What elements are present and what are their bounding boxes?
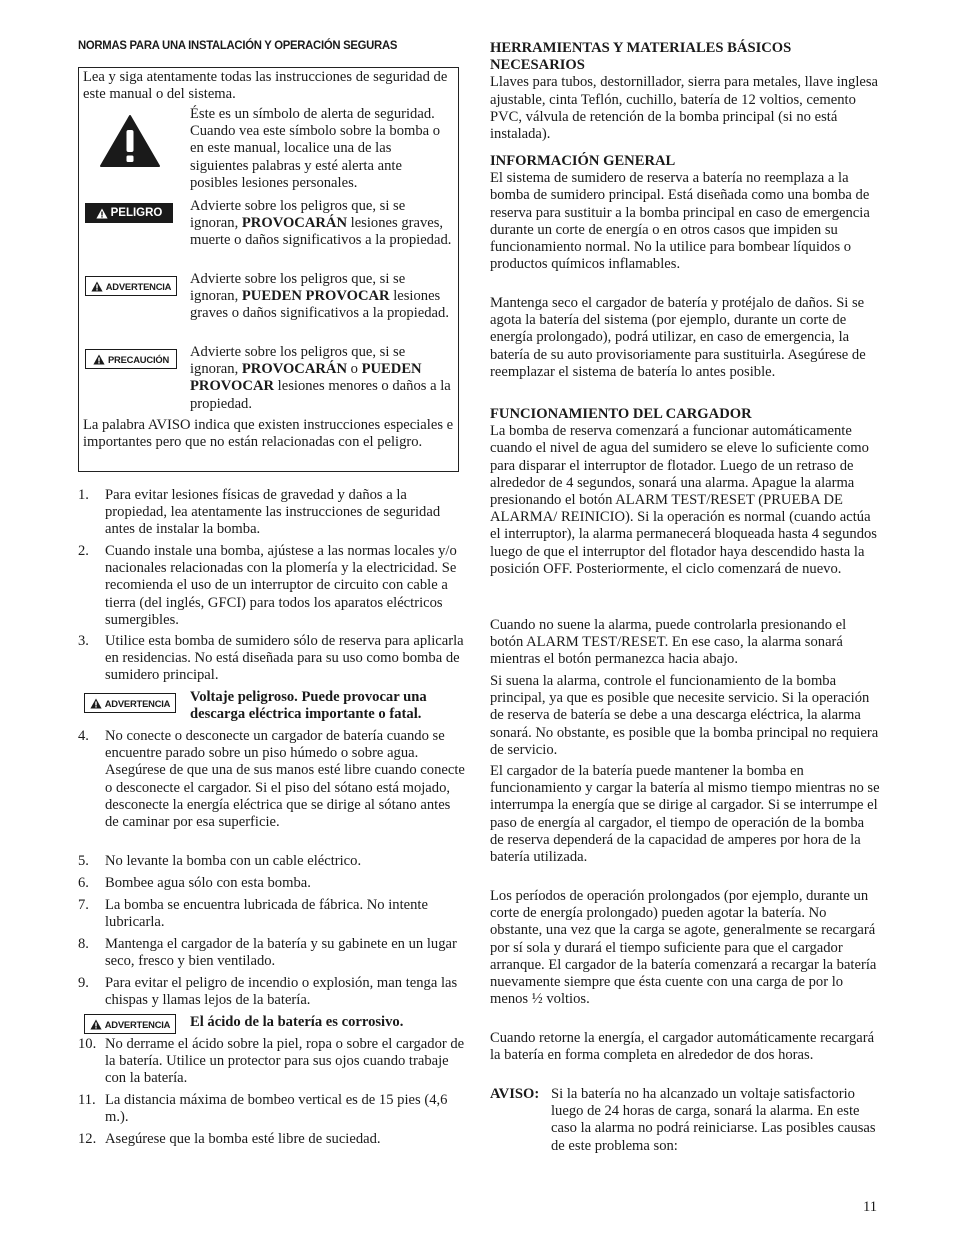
charger-paragraph-5: Los períodos de operación prolongados (por ejemplo, durante un corte de energía prolongado) pueden agotar la batería. No obstante, una vez que la carga se agote, generalmente se recargará por sí sola y durará el tiempo suficiente para que el cargador arranque. El cargador de la batería comenzará a recargar la batería nuevamente siempre que ésta cuente con una carga de por lo menos ½ voltios.	[490, 888, 877, 1008]
charger-paragraph-6: Cuando retorne la energía, el cargador automáticamente recargará la batería en forma completa en alrededor de dos horas.	[490, 1030, 875, 1064]
warning-triangle-icon	[90, 698, 102, 709]
advertencia-text: Advierte sobre los peligros que, si se ignoran, PUEDEN PROVOCAR lesiones graves o daños significativos a la propiedad.	[190, 271, 449, 322]
advertencia-badge: ADVERTENCIA	[84, 693, 176, 713]
tools-section	[490, 40, 880, 143]
charger-paragraph-3: Si suena la alarma, controle el funcionamiento de la bomba principal, ya que es posible que necesite servicio. Si la operación de reserva de batería se debe a una descarga eléctrica, la alarma sonará. No obstante, es posible que la bomba principal no requiera de servicio.	[490, 673, 879, 758]
charger-paragraph-2: Cuando no suene la alarma, puede controlarla presionando el botón ALARM TEST/RESET. En ese caso, la alarma sonará mientras el botón permanezca hacia abajo.	[490, 617, 847, 668]
precaucion-text: Advierte sobre los peligros que, si se ignoran, PROVOCARÁN o PUEDEN PROVOCAR lesiones menores o daños a la propiedad.	[190, 344, 451, 412]
section-title: NORMAS PARA UNA INSTALACIÓN Y OPERACIÓN SEGURAS	[78, 38, 398, 52]
warning-triangle-icon	[90, 1019, 102, 1030]
precaucion-badge: PRECAUCIÓN	[85, 349, 177, 369]
general-paragraph: El sistema de sumidero de reserva a batería no reemplaza a la bomba de sumidero principal. Está diseñada como una bomba de reserva para sustituir a la bomba principal en caso de emergencia durante un corte de energía o en otros casos que impiden su funcionamiento normal. No la utilice para bombear líquidos o productos químicos inflamables.	[490, 170, 870, 273]
general-heading: INFORMACIÓN GENERAL	[490, 153, 676, 169]
page-number: 11	[862, 1199, 877, 1215]
safety-alert-triangle-icon	[99, 114, 161, 168]
aviso-label: AVISO:	[490, 1086, 540, 1102]
warning-triangle-icon	[93, 354, 105, 365]
peligro-badge: PELIGRO	[85, 203, 173, 223]
box-intro: Lea y siga atentamente todas las instrucciones de seguridad de este manual o del sistema.	[83, 69, 448, 103]
general-section	[490, 153, 880, 273]
tools-heading: HERRAMIENTAS Y MATERIALES BÁSICOS NECESARIOS	[490, 40, 792, 74]
charger-paragraph-4: El cargador de la batería puede mantener la bomba en funcionamiento y cargar la batería al mismo tiempo mientras no se interrumpa la energía que se dirige al cargador. Si se interrumpe el paso de energía al cargador, el tiempo de operación de la bomba de reserva dependerá de la capacidad de amperes por hora de la batería utilizada.	[490, 763, 880, 866]
tools-text: Llaves para tubos, destornillador, sierra para metales, llave inglesa ajustable, cinta Teflón, cuchillo, batería de 12 voltios, cemento PVC, válvula de retención de la bomba principal (si no está instalada).	[490, 74, 879, 143]
charger-section	[490, 406, 880, 578]
charger-heading: FUNCIONAMIENTO DEL CARGADOR	[490, 406, 752, 422]
warning-triangle-icon	[96, 208, 108, 219]
warning-triangle-icon	[91, 281, 103, 292]
advertencia-badge: ADVERTENCIA	[84, 1014, 176, 1034]
advertencia-badge: ADVERTENCIA	[85, 276, 177, 296]
aviso-text: Si la batería no ha alcanzado un voltaje satisfactorio luego de 24 horas de carga, sonará la alarma. En este caso la alarma no podrá reiniciarse. Las posibles causas de este problema son:	[551, 1086, 876, 1154]
general-paragraph-2: Mantenga seco el cargador de batería y protéjalo de daños. Si se agota la batería del sistema (por ejemplo, durante un corte de energía prolongado), podrá utilizar, en caso de emergencia, la batería de su auto provisoriamente para sustituirla. Asegúrese de reemplazar el sistema de batería lo antes posible.	[490, 295, 866, 380]
peligro-text: Advierte sobre los peligros que, si se ignoran, PROVOCARÁN lesiones graves, muerte o daños significativos a la propiedad.	[190, 198, 452, 249]
safety-alert-box	[78, 67, 459, 472]
aviso-definition: La palabra AVISO indica que existen instrucciones especiales e importantes pero que no están relacionadas con el peligro.	[83, 417, 454, 451]
charger-paragraph: La bomba de reserva comenzará a funcionar automáticamente cuando el nivel de agua del sumidero se eleve lo suficiente como para disparar el interruptor de flotador. Luego de un retraso de alrededor de 4 segundos, sonará una alarma. Apague la alarma presionando el botón ALARM TEST/RESET (PRUEBA DE ALARMA/ REINICIO). Si la operación es normal (cuando actúa el interruptor), la alarma permanecerá bloqueada hasta 4 segundos luego de que el interruptor del flotador haya descendido hasta la posición OFF. Posteriormente, el ciclo comenzará de nuevo.	[490, 423, 877, 577]
alert-symbol-text: Éste es un símbolo de alerta de seguridad. Cuando vea este símbolo sobre la bomba o en este manual, localice una de las siguientes palabras y esté alerta ante posibles lesiones personales.	[190, 106, 441, 191]
